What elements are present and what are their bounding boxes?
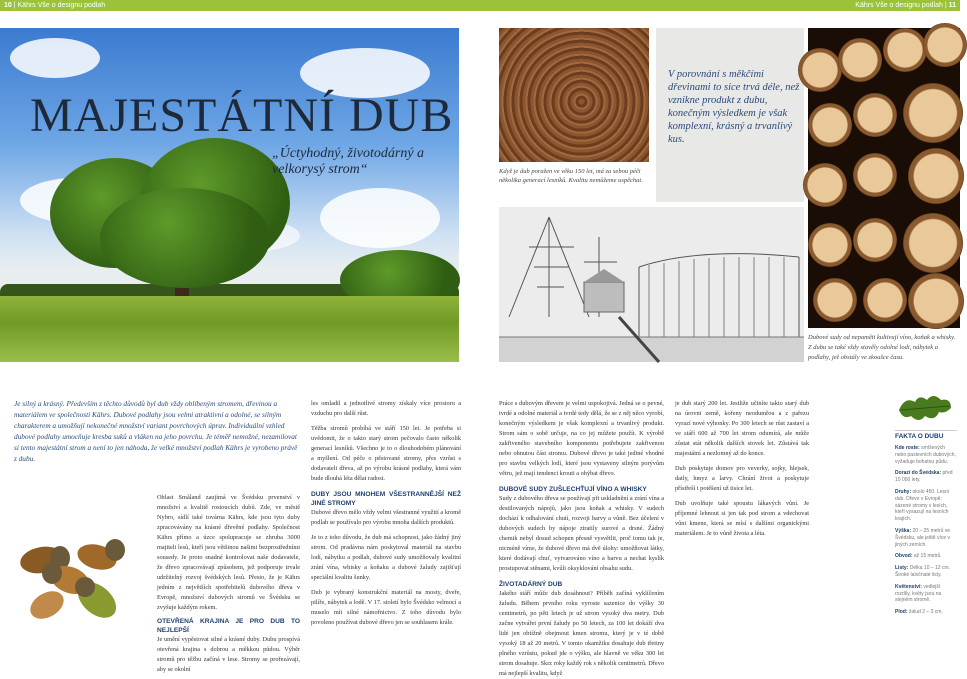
fact-item (895, 584, 957, 604)
section-heading: DUBY JSOU MNOHEM VŠESTRANNĚJŠÍ NEŽ JINÉ STROMY (311, 491, 461, 507)
page-title: MAJESTÁTNÍ DUB (30, 89, 454, 142)
hero-oak-tree-image (0, 28, 459, 362)
quote-box (656, 28, 804, 202)
section-left: Vše o designu podlah (37, 2, 106, 9)
fact-item (895, 565, 957, 579)
page-header (0, 0, 960, 11)
fact-key: Dorazí do Švédska: (895, 470, 942, 477)
acorns-image (12, 525, 137, 635)
fact-value: okolo 450. Lesní dub. Dřevo v Evropě: sázené stromy v lesích, kteří vysazují na lesních krajích. (895, 488, 950, 523)
fact-item (895, 553, 957, 560)
page-number-right: 11 (948, 2, 956, 9)
lead-paragraph: Je silný a krásný. Především z těchto důvodů byl dub vždy oblíbeným stromem, dřevinou a materiálem ve společnosti Kährs. Dubové podlahy jsou velmi atraktivní a odolné, se silným charakterem a umožňují nekonečné množství variant povrchových úprav. Individuální vzhled dubové podlahy umocňuje kresba suků a vláken na jeho povrchu. Je téměř nemožné, nezamilovat si tento majestátní strom a není to jen náhoda, že velké množství podlah Kährs je vyrobeno právě z dubu. (14, 399, 298, 463)
paragraph: Dub uvolňuje také spoustu lákavých vůní. Je příjemné lehnout si jen tak pod strom a vdechovat vůni kmene, která se mísí s dalšími organickými materiálem. Je to vůně života a léta. (675, 500, 809, 537)
barrel (808, 103, 852, 147)
barrel (908, 273, 964, 329)
barrel (813, 278, 857, 322)
fact-value: Délka 10 – 12 cm. Široké laločnaté listy. (895, 565, 951, 578)
barrel (903, 213, 963, 273)
barrel (923, 23, 967, 67)
barrel (808, 223, 852, 267)
barrel (908, 148, 964, 204)
section-heading: ŽIVOTADÁRNÝ DUB (499, 581, 563, 588)
paragraph: les omladil a jednotlivé stromy získaly více prostoru a vzduchu pro další růst. (311, 400, 461, 417)
header-right: Kährs Vše o designu podlah | 11 (855, 2, 956, 9)
barrels-image (808, 28, 960, 328)
header-left: 10 | Kährs Vše o designu podlah (4, 2, 106, 9)
fact-key: Výška: (895, 527, 912, 534)
barrel (838, 38, 882, 82)
paragraph: Dub poskytuje domov pro veverky, sojky, hlejsek, datly, hmyz a larvy. Chrání život a poskytuje přístřeší i potěšení už tisíce let. (675, 465, 809, 492)
fact-key: Kde roste: (895, 445, 920, 451)
facts-sidebar (895, 430, 957, 616)
fact-key: Květenství: (895, 583, 922, 590)
quote-text: V porovnání s měkčími dřevinami to sice trvá déle, než vznikne produkt z dubu, konečným výsledkem je však komplexní, krásný a trvanlivý kus. (668, 69, 800, 145)
text-column-1 (157, 493, 300, 675)
fact-value: žalud 2 – 3 cm. (908, 609, 943, 616)
cloud (320, 188, 440, 248)
fact-value: smíšených nebo pastevních dubových, vyžaduje bohatou půdu. (895, 445, 956, 465)
brand-right: Kährs (855, 2, 874, 9)
brand-left: Kährs (17, 2, 36, 9)
paragraph: Práce s dubovým dřevem je velmi uspokojivá. Jedná se o pevné, tvrdé a odolné materiál a tvrdé tedy dělá, že se z něj něco vyrobí, konečným výsledkem je však komplexní a trvanlivý produkt. Strom sám o sobě určuje, na co jej můžete použít. K výrobě zakřiveného stavebního komponentu potřebujete zakřivenou nebo ohnutou část stromu. Dubové dřevo je také jediné vhodné pro stavbu velkých lodí, které jsou vystaveny silným porývům větru, jež mají tendenci krouti a ohýbat dřevo. (499, 400, 664, 477)
fact-value: až 15 metrů. (913, 553, 942, 560)
fact-key: Druhy: (895, 488, 912, 495)
fact-key: Listy: (895, 565, 909, 572)
barrel (853, 218, 897, 262)
grass-field (0, 296, 459, 362)
section-right: Vše o designu podlah (875, 2, 943, 9)
shipyard-engraving-image (499, 207, 804, 362)
paragraph: je dub starý 200 let. Jestliže učiníte takto starý dub na úrovni země, kořeny neodumřou a z pařezu vyrazí nové výhonky. Po 300 letech se růst zastaví a ve stáří 600 až 700 let strom odumírá, ale může zůstat stát několik dalších stovek let. Zůstává tak majestátní a nezlomný až do konce. (675, 400, 809, 457)
paragraph: Dub je vybraný konstrukční materiál na mosty, dveře, pilíře, nábytek a lodě. V 17. století bylo Švédsko velmocí a muselo mít silné námořnictvo. Z toho důvodu bylo povoleno používat dubové dřevo jen se souhlasem krále. (311, 589, 461, 626)
fact-item (895, 470, 957, 484)
fact-item (895, 528, 957, 548)
barrels-caption: Dubové sudy od nepaměti kultivují víno, koňak a whisky. Z dubu se také vždy stavěly odolné lodi, nábytek a podlahy, jež obstály ve zkoušce času. (808, 334, 956, 361)
barrel (853, 93, 897, 137)
barrel (803, 163, 847, 207)
paragraph: Je to z toho důvodu, že dub má schopnost, jako žádný jiný strom. Od pradávna nám poskytoval materiál na stavbu lodí, nábytku a podlah, dubové sudy umožňovaly kvalitní zrání vína, whisky a koňaku a dubové žaludy zajišťují speciální kvalitu šunky. (311, 534, 461, 581)
text-column-2 (311, 399, 461, 628)
tree-canopy (100, 188, 270, 288)
fact-key: Plod: (895, 609, 908, 616)
paragraph: Je umění vypěstovat silné a krásné duby. Dubu prospívá otevřená krajina s dobrou a měkkou půdou. Výběr stromů pro těžbu začíná v lese. Stromy se prořezávají, aby se okolní (157, 636, 300, 673)
barrel (883, 28, 927, 72)
oak-leaf-icon (895, 392, 955, 424)
facts-title: FAKTA O DUBU (895, 430, 957, 440)
paragraph: Oblast Småland zaujímá ve Švédsku prvenství v množství a kvalitě rostoucích dubů. Zde, ve městě Nybro, sídlí také továrna Kährs, kde jsou tyto duby zpracovávány na krásné dřevěné podlahy. Společnost Kährs přímo a úzce spolupracuje se zhruba 3000 majiteli lesů, kteří jsou většinou našimi bezprostředními sousedy. Je proto snadné kontrolovat naše dodavatele, že dřevo zpracovávají způsobem, jež podporuje trvale udržitelný rozvoj švédských lesů. Přesto, že je Kährs jedním z největších spotřebitelů dubového dřeva v Evropě, množství dubových stromů ve Švédsku se zvyšuje každým rokem. (157, 494, 300, 611)
hero-subtitle: „Úctyhodný, životodárný a velkorysý strom“ (272, 146, 425, 177)
wood-caption: Když je dub poražen ve věku 150 let, má za sebou péči několika generací lesníků. Kvalitu nemůžeme uspěchat. (499, 168, 643, 184)
text-column-4 (675, 399, 809, 539)
paragraph: Jakého stáří může dub dosáhnout? Příběh začíná vyklíčením žaludu. Během prvního roku vyroste sazenice do výšky 30 centimetrů, po pěti letech je už strom vysoký dva metry. Dub začne vytvářet první žaludy po 50 letech, za 100 let dokáží dva lidé jen obtížně obejmout kmen stromu, který je v té době vysoký 18 až 20 metrů. V tomto okamžiku dosahuje dub třetiny plného vzrůstu, pokud jde o výšku, ale hlavně ve věku 300 let strom dosahuje. Skrz roky každý rok s několik centimetrů. Dřevo má nejlepší kvalitu, když (499, 590, 664, 677)
fact-key: Obvod: (895, 553, 913, 560)
barrel (903, 83, 963, 143)
paragraph: Sudy z dubového dřeva se používají při uskladnění a zrání vína a destilovaných nápojů, jako jsou koňak a whisky. V sudech dochází k odhalování chutí, rozvoji barvy a vůně. Bez účelení v dubových sudech by nápoje ztratily surové a drsné. Žádný chemik nebyl dosud schopen přesně vysvětlit, proč tomu tak je, nicméně víme, že dubové dřevo má dvě úlohy: umožňovat látky, které dodávají chuť, vytvarováno víno a barvu a nechat kyslík prostupovat stěnami, kvůli oksyklování obsahu sudu. (499, 495, 664, 572)
fact-item (895, 445, 957, 465)
barrel (853, 153, 897, 197)
fact-value: vedlejší rozdíly, květy jsou na stejném stromě. (895, 583, 942, 604)
fact-value: 20 – 25 metrů ve Švédsku, ale ještě více v jiných zemích. (895, 527, 951, 548)
wood-rings-image (499, 28, 649, 162)
page-number-left: 10 (4, 2, 12, 9)
text-column-3 (499, 399, 664, 679)
section-heading: DUBOVÉ SUDY ZUŠLECHŤUJÍ VÍNO A WHISKY (499, 486, 647, 493)
fact-item (895, 489, 957, 523)
barrel (798, 48, 842, 92)
barrel (863, 278, 907, 322)
paragraph: Těžba stromů probíhá ve stáří 150 let. Je potřeba si uvědomit, že o takto starý strom pečovalo často několik generací lesníků. Všechno je to o dlouhodobém plánování a myšlení. Od péče o pěstované stromy, přes vzrůst s dodavateli dřeva, až po výrobu krásné podlahy, která vám bude dlouhá léta dělat radost. (311, 425, 461, 482)
fact-item (895, 609, 957, 616)
fact-value: před 10 000 lety. (895, 470, 953, 484)
section-heading: OTEVŘENÁ KRAJINA JE PRO DUB TO NEJLEPŠÍ (157, 618, 300, 634)
paragraph: Dubové dřevo mělo vždy velmi všestranné využití a kromě podlah se používalo pro výrobu mnoha dalších produktů. (311, 509, 461, 526)
cloud (10, 38, 100, 78)
